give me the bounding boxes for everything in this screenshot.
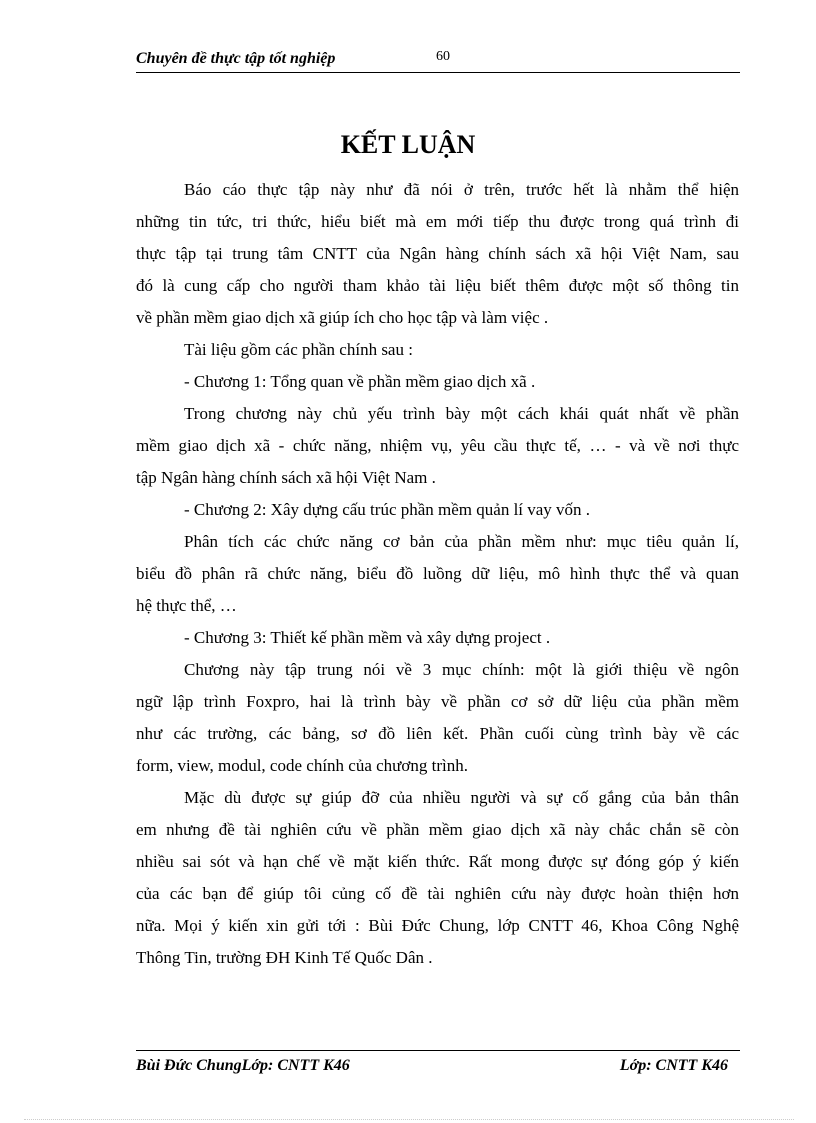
paragraph-line: Mặc dù được sự giúp đỡ của nhiều người và sự cố gắng của bản thân — [184, 788, 739, 807]
paragraph-line: mềm giao dịch xã - chức năng, nhiệm vụ, yêu cầu thực tế, … - và về nơi thực — [136, 436, 739, 455]
paragraph-line: em nhưng đề tài nghiên cứu về phần mềm giao dịch xã này chắc chắn sẽ còn — [136, 820, 739, 839]
paragraph-line: Thông Tin, trường ĐH Kinh Tế Quốc Dân . — [136, 948, 433, 967]
paragraph-line: Tài liệu gồm các phần chính sau : — [184, 340, 413, 359]
paragraph-line: tập Ngân hàng chính sách xã hội Việt Nam . — [136, 468, 436, 487]
paragraph-line: ngữ lập trình Foxpro, hai là trình bày về phần cơ sở dữ liệu của phần mềm — [136, 692, 739, 711]
paragraph-line: Phân tích các chức năng cơ bản của phần mềm như: mục tiêu quản lí, — [184, 532, 739, 551]
paragraph-line: đó là cung cấp cho người tham khảo tài liệu biết thêm được một số thông tin — [136, 276, 739, 295]
paragraph-line: form, view, modul, code chính của chương trình. — [136, 756, 468, 775]
chapter-heading: - Chương 3: Thiết kế phần mềm và xây dựng project . — [184, 628, 551, 647]
header-title: Chuyên đề thực tập tốt nghiệp — [136, 50, 336, 67]
page-bottom-rule — [24, 1119, 794, 1120]
paragraph-line: nhiều sai sót và hạn chế về mặt kiến thức. Rất mong được sự đóng góp ý kiến — [136, 852, 739, 871]
paragraph-line: những tin tức, tri thức, hiểu biết mà em mới tiếp thu được trong quá trình đi — [136, 212, 739, 231]
paragraph-line: thực tập tại trung tâm CNTT của Ngân hàng chính sách xã hội Việt Nam, sau — [136, 244, 739, 263]
footer-author: Bùi Đức ChungLớp: CNTT K46 — [136, 1057, 350, 1074]
paragraph-line: nữa. Mọi ý kiến xin gửi tới : Bùi Đức Chung, lớp CNTT 46, Khoa Công Nghệ — [136, 916, 739, 935]
page-footer — [136, 1050, 740, 1077]
page-header — [136, 48, 740, 73]
paragraph-line: Chương này tập trung nói về 3 mục chính: một là giới thiệu về ngôn — [184, 660, 739, 679]
chapter-heading: - Chương 1: Tổng quan về phần mềm giao dịch xã . — [184, 372, 536, 391]
paragraph-line: như các trường, các bảng, sơ đồ liên kết. Phần cuối cùng trình bày về các — [136, 724, 739, 743]
paragraph-line: về phần mềm giao dịch xã giúp ích cho học tập và làm việc . — [136, 308, 549, 327]
body-text — [136, 174, 739, 974]
chapter-heading: - Chương 2: Xây dựng cấu trúc phần mềm quản lí vay vốn . — [184, 500, 591, 519]
page-number: 60 — [436, 49, 450, 64]
paragraph-line: của các bạn để giúp tôi củng cố đề tài nghiên cứu này được hoàn thiện hơn — [136, 884, 739, 903]
paragraph-line: Trong chương này chủ yếu trình bày một cách khái quát nhất về phần — [184, 404, 739, 423]
paragraph-line: hệ thực thể, … — [136, 596, 237, 615]
page-title: KẾT LUẬN — [340, 130, 476, 159]
paragraph-line: Báo cáo thực tập này như đã nói ở trên, trước hết là nhằm thể hiện — [184, 180, 739, 199]
footer-class: Lớp: CNTT K46 — [619, 1057, 728, 1074]
paragraph-line: biểu đồ phân rã chức năng, biểu đồ luồng dữ liệu, mô hình thực thể và quan — [136, 564, 739, 583]
